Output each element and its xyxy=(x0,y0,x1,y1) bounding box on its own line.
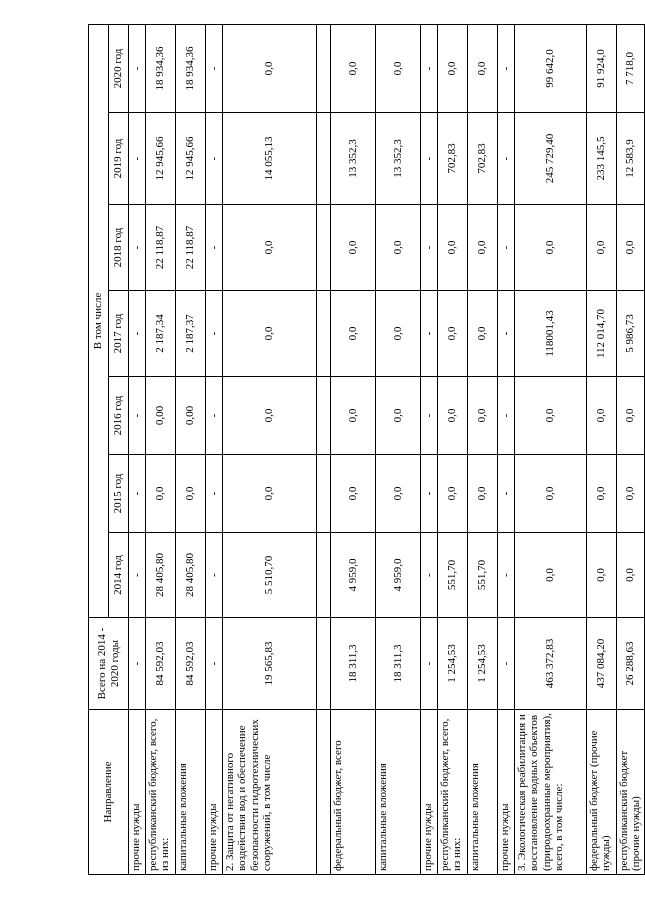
value-cell: 0,0 xyxy=(223,291,317,377)
value-cell: 99 642,0 xyxy=(515,25,587,113)
value-cell: 0,0 xyxy=(376,25,421,113)
value-cell: - xyxy=(498,618,515,710)
value-cell: 245 729,40 xyxy=(515,113,587,205)
value-cell: 0,00 xyxy=(176,377,206,455)
value-cell: 0,0 xyxy=(331,25,376,113)
value-cell: - xyxy=(421,113,438,205)
value-cell: - xyxy=(206,113,223,205)
value-cell: 28 405,80 xyxy=(146,533,176,618)
value-cell: 0,0 xyxy=(515,377,587,455)
value-cell xyxy=(317,25,331,113)
value-cell: 28 405,80 xyxy=(176,533,206,618)
row-label-cell: капитальные вложения xyxy=(376,710,421,875)
value-cell: - xyxy=(129,113,146,205)
value-cell: 0,0 xyxy=(515,533,587,618)
value-cell: 84 592,03 xyxy=(176,618,206,710)
value-cell: - xyxy=(129,618,146,710)
table-row xyxy=(331,25,376,875)
value-cell: 5 510,70 xyxy=(223,533,317,618)
value-cell xyxy=(317,618,331,710)
value-cell: 18 934,36 xyxy=(146,25,176,113)
value-cell: 0,0 xyxy=(376,291,421,377)
value-cell xyxy=(317,113,331,205)
row-label-cell: капитальные вложения xyxy=(176,710,206,875)
value-cell: 0,0 xyxy=(331,291,376,377)
table-row xyxy=(317,25,331,875)
header-direction: Направление xyxy=(89,710,129,875)
value-cell: 702,83 xyxy=(468,113,498,205)
value-cell: - xyxy=(129,25,146,113)
value-cell xyxy=(317,205,331,291)
value-cell: 0,0 xyxy=(376,377,421,455)
value-cell: 0,0 xyxy=(223,455,317,533)
value-cell: 0,0 xyxy=(438,377,468,455)
row-label-cell: капитальные вложения xyxy=(468,710,498,875)
value-cell: - xyxy=(421,533,438,618)
value-cell: - xyxy=(421,618,438,710)
value-cell: 19 565,83 xyxy=(223,618,317,710)
value-cell: - xyxy=(498,205,515,291)
value-cell: 84 592,03 xyxy=(146,618,176,710)
table-row xyxy=(498,25,515,875)
value-cell: 0,0 xyxy=(617,455,645,533)
row-label-cell: федеральный бюджет, всего xyxy=(331,710,376,875)
value-cell: 0,0 xyxy=(587,377,617,455)
value-cell: 0,0 xyxy=(468,455,498,533)
row-label-cell: прочие нужды xyxy=(498,710,515,875)
value-cell: - xyxy=(206,533,223,618)
value-cell: 0,00 xyxy=(146,377,176,455)
table-row xyxy=(468,25,498,875)
value-cell: - xyxy=(206,377,223,455)
value-cell: 0,0 xyxy=(468,291,498,377)
table-row xyxy=(206,25,223,875)
value-cell: 12 945,66 xyxy=(146,113,176,205)
value-cell: 4 959,0 xyxy=(376,533,421,618)
value-cell: 0,0 xyxy=(515,205,587,291)
value-cell: 2 187,34 xyxy=(146,291,176,377)
value-cell: - xyxy=(498,291,515,377)
value-cell: 18 311,3 xyxy=(376,618,421,710)
value-cell: 12 583,9 xyxy=(617,113,645,205)
value-cell: 463 372,83 xyxy=(515,618,587,710)
value-cell: 551,70 xyxy=(438,533,468,618)
value-cell: 0,0 xyxy=(468,205,498,291)
value-cell: - xyxy=(206,205,223,291)
value-cell: 0,0 xyxy=(515,455,587,533)
header-year: 2015 год xyxy=(109,455,129,533)
header-incl: В том числе xyxy=(89,25,109,618)
value-cell: 0,0 xyxy=(376,205,421,291)
row-label-cell: республиканский бюджет, всего, из них: xyxy=(438,710,468,875)
value-cell: 437 084,20 xyxy=(587,618,617,710)
row-label-cell: федеральный бюджет (прочие нужды) xyxy=(587,710,617,875)
value-cell: 12 945,66 xyxy=(176,113,206,205)
value-cell: 0,0 xyxy=(331,205,376,291)
value-cell: 22 118,87 xyxy=(176,205,206,291)
value-cell: 13 352,3 xyxy=(376,113,421,205)
value-cell: 7 718,0 xyxy=(617,25,645,113)
row-label-cell: республиканский бюджет (прочие нужды) xyxy=(617,710,645,875)
value-cell: 0,0 xyxy=(438,291,468,377)
value-cell: 0,0 xyxy=(587,205,617,291)
header-year: 2016 год xyxy=(109,377,129,455)
value-cell: - xyxy=(421,455,438,533)
header-year: 2018 год xyxy=(109,205,129,291)
header-year: 2020 год xyxy=(109,25,129,113)
value-cell: 26 288,63 xyxy=(617,618,645,710)
row-label-cell: 3. Экологическая реабилитация и восстановление водных объектов (природоохранные мероприятия), всего, в том числе: xyxy=(515,710,587,875)
value-cell: 0,0 xyxy=(468,377,498,455)
value-cell: 702,83 xyxy=(438,113,468,205)
budget-table xyxy=(88,24,645,875)
value-cell xyxy=(317,377,331,455)
value-cell: 0,0 xyxy=(468,25,498,113)
value-cell: 0,0 xyxy=(587,455,617,533)
value-cell: - xyxy=(206,25,223,113)
row-label-cell xyxy=(317,710,331,875)
rotated-table-container xyxy=(88,25,643,875)
value-cell: 0,0 xyxy=(438,25,468,113)
value-cell: 0,0 xyxy=(331,455,376,533)
table-row xyxy=(146,25,176,875)
value-cell: 14 055,13 xyxy=(223,113,317,205)
value-cell: - xyxy=(129,377,146,455)
row-label-cell: республиканский бюджет, всего, из них: xyxy=(146,710,176,875)
value-cell: - xyxy=(129,455,146,533)
value-cell: - xyxy=(206,291,223,377)
value-cell: - xyxy=(421,377,438,455)
value-cell: - xyxy=(421,25,438,113)
value-cell: - xyxy=(498,455,515,533)
value-cell: 0,0 xyxy=(438,205,468,291)
row-label-cell: прочие нужды xyxy=(206,710,223,875)
value-cell: 0,0 xyxy=(223,377,317,455)
value-cell: 0,0 xyxy=(587,533,617,618)
value-cell: 4 959,0 xyxy=(331,533,376,618)
value-cell: 551,70 xyxy=(468,533,498,618)
table-row xyxy=(421,25,438,875)
table-row xyxy=(617,25,645,875)
value-cell: 2 187,37 xyxy=(176,291,206,377)
value-cell: 18 311,3 xyxy=(331,618,376,710)
header-year: 2014 год xyxy=(109,533,129,618)
header-year: 2017 год xyxy=(109,291,129,377)
value-cell: 0,0 xyxy=(331,377,376,455)
value-cell: - xyxy=(421,291,438,377)
value-cell: 0,0 xyxy=(617,377,645,455)
value-cell: - xyxy=(498,533,515,618)
table-row xyxy=(438,25,468,875)
value-cell: 13 352,3 xyxy=(331,113,376,205)
value-cell: - xyxy=(498,113,515,205)
value-cell: 0,0 xyxy=(376,455,421,533)
value-cell: 91 924,0 xyxy=(587,25,617,113)
value-cell: - xyxy=(129,291,146,377)
table-row xyxy=(223,25,317,875)
value-cell: 0,0 xyxy=(617,533,645,618)
value-cell: 0,0 xyxy=(617,205,645,291)
value-cell: 0,0 xyxy=(223,205,317,291)
value-cell: 112 014,70 xyxy=(587,291,617,377)
value-cell: 118001,43 xyxy=(515,291,587,377)
table-row xyxy=(376,25,421,875)
value-cell: 1 254,53 xyxy=(438,618,468,710)
value-cell: 0,0 xyxy=(438,455,468,533)
table-row xyxy=(515,25,587,875)
value-cell: 1 254,53 xyxy=(468,618,498,710)
value-cell: - xyxy=(129,205,146,291)
value-cell: - xyxy=(206,455,223,533)
header-year: 2019 год xyxy=(109,113,129,205)
value-cell: 5 986,73 xyxy=(617,291,645,377)
table-row xyxy=(176,25,206,875)
table-row xyxy=(587,25,617,875)
value-cell xyxy=(317,455,331,533)
value-cell: 0,0 xyxy=(146,455,176,533)
value-cell xyxy=(317,533,331,618)
value-cell: 0,0 xyxy=(176,455,206,533)
value-cell: - xyxy=(129,533,146,618)
header-row-1 xyxy=(89,25,109,875)
value-cell xyxy=(317,291,331,377)
value-cell: - xyxy=(498,25,515,113)
row-label-cell: 2. Защита от негативного воздействия вод и обеспечение безопасности гидротехнических сооружений, в том числе xyxy=(223,710,317,875)
value-cell: - xyxy=(206,618,223,710)
header-total: Всего на 2014 - 2020 годы xyxy=(89,618,129,710)
value-cell: - xyxy=(498,377,515,455)
value-cell: 233 145,5 xyxy=(587,113,617,205)
table-row xyxy=(129,25,146,875)
row-label-cell: прочие нужды xyxy=(129,710,146,875)
value-cell: 22 118,87 xyxy=(146,205,176,291)
value-cell: 0,0 xyxy=(223,25,317,113)
value-cell: 18 934,36 xyxy=(176,25,206,113)
row-label-cell: прочие нужды xyxy=(421,710,438,875)
value-cell: - xyxy=(421,205,438,291)
